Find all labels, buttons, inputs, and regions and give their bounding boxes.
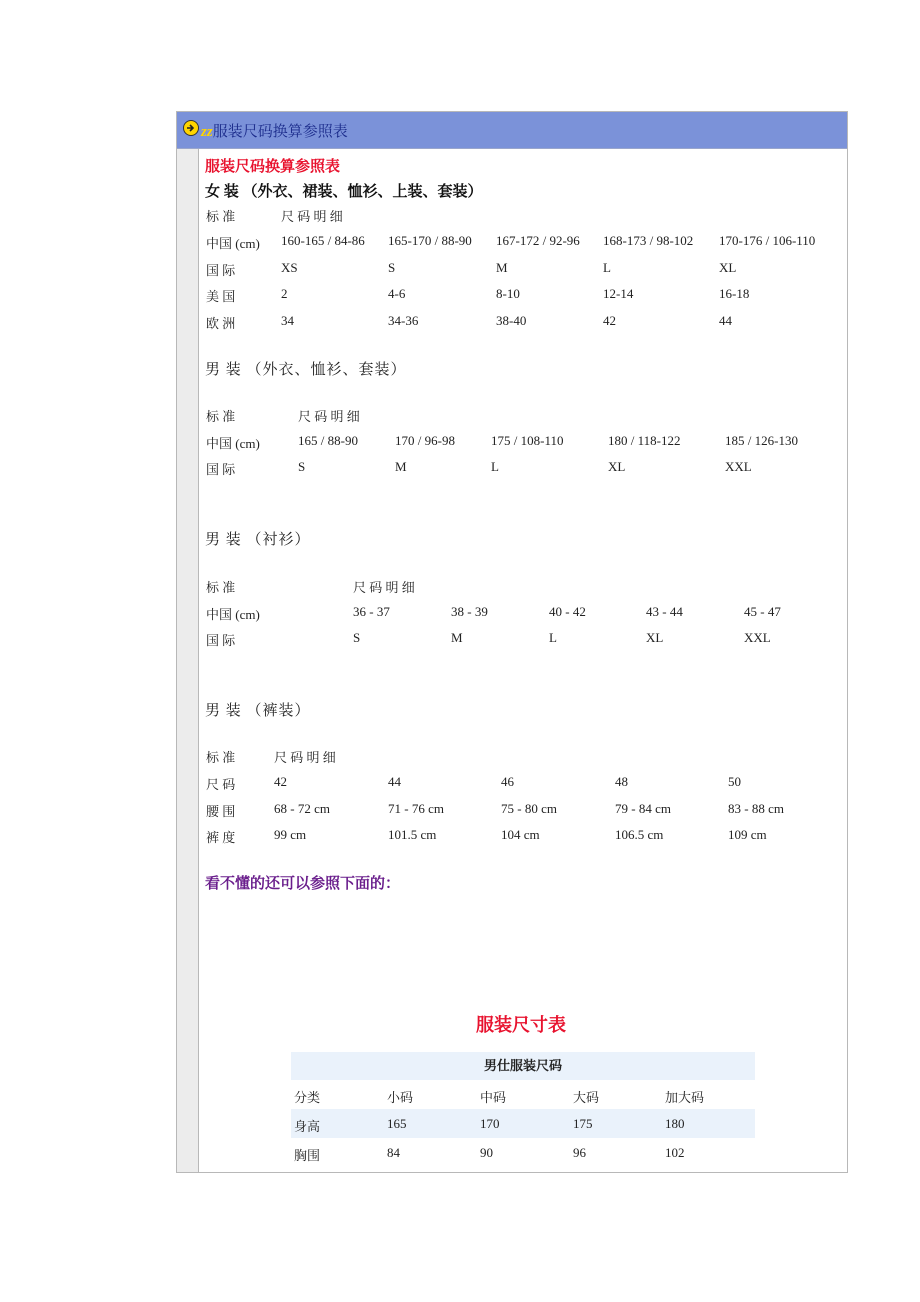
men-shirt-section-title: 男 装 （衬衫） bbox=[205, 532, 311, 548]
table-cell: 68 - 72 cm bbox=[274, 801, 330, 816]
men-size-chart bbox=[291, 1052, 755, 1167]
table-row bbox=[291, 1138, 755, 1167]
table-cell: 中国 (cm) bbox=[206, 236, 260, 251]
table-cell: 170 / 96-98 bbox=[395, 433, 455, 448]
table-cell: 38 - 39 bbox=[451, 604, 488, 619]
table-cell: 168-173 / 98-102 bbox=[603, 233, 694, 248]
table-cell: XS bbox=[281, 260, 298, 275]
table-cell: 48 bbox=[615, 774, 628, 789]
table-cell: 101.5 cm bbox=[388, 827, 437, 842]
table-cell: S bbox=[388, 260, 396, 275]
title-text: 服装尺码换算参照表 bbox=[212, 124, 348, 140]
table-cell: 腰 围 bbox=[206, 804, 236, 819]
table-cell: 国 际 bbox=[206, 633, 236, 648]
table-cell: 中国 (cm) bbox=[206, 436, 260, 451]
table-cell: 4-6 bbox=[388, 286, 406, 301]
table-cell: 165 bbox=[387, 1116, 407, 1131]
table-cell: S bbox=[353, 630, 361, 645]
table-cell: 胸围 bbox=[294, 1148, 321, 1163]
table-cell: 175 bbox=[573, 1116, 593, 1131]
men-pants-section-title: 男 装 （裤装） bbox=[205, 703, 311, 719]
table-cell: XL bbox=[608, 459, 626, 474]
table-header-cell: 尺 码 明 细 bbox=[298, 409, 360, 424]
table-cell: 36 - 37 bbox=[353, 604, 390, 619]
table-cell: 167-172 / 92-96 bbox=[496, 233, 580, 248]
table-header-cell: 标 准 bbox=[206, 209, 236, 224]
table-cell: 165 / 88-90 bbox=[298, 433, 358, 448]
table-cell: XXL bbox=[744, 630, 771, 645]
table-cell: 加大码 bbox=[665, 1090, 705, 1105]
table-cell: 170 bbox=[480, 1116, 500, 1131]
table-cell: 小码 bbox=[387, 1090, 414, 1105]
table-cell: 38-40 bbox=[496, 313, 527, 328]
women-section-title: 女 装 （外衣、裙装、恤衫、上装、套装） bbox=[205, 184, 483, 200]
table-cell: 42 bbox=[603, 313, 616, 328]
table-cell: 96 bbox=[573, 1145, 586, 1160]
table-header-cell: 标 准 bbox=[206, 750, 236, 765]
table-cell: 104 cm bbox=[501, 827, 540, 842]
size-chart-caption: 男仕服装尺码 bbox=[291, 1052, 755, 1080]
table-cell: M bbox=[496, 260, 508, 275]
table-cell: L bbox=[491, 459, 499, 474]
table-cell: 170-176 / 106-110 bbox=[719, 233, 816, 248]
table-cell: 71 - 76 cm bbox=[388, 801, 444, 816]
table-cell: 185 / 126-130 bbox=[725, 433, 798, 448]
table-cell: 2 bbox=[281, 286, 288, 301]
table-cell: 175 / 108-110 bbox=[491, 433, 564, 448]
title-prefix: zz bbox=[201, 124, 213, 140]
men-outer-section-title: 男 装 （外衣、恤衫、套装） bbox=[205, 362, 407, 378]
table-cell: 12-14 bbox=[603, 286, 634, 301]
table-cell: 83 - 88 cm bbox=[728, 801, 784, 816]
table-cell: 44 bbox=[719, 313, 732, 328]
article-title bbox=[201, 120, 348, 141]
table-cell: 79 - 84 cm bbox=[615, 801, 671, 816]
left-gutter bbox=[177, 149, 199, 1172]
table-cell: 165-170 / 88-90 bbox=[388, 233, 472, 248]
main-title: 服装尺码换算参照表 bbox=[205, 159, 341, 175]
table-cell: 43 - 44 bbox=[646, 604, 683, 619]
table-cell: 45 - 47 bbox=[744, 604, 781, 619]
table-cell: 8-10 bbox=[496, 286, 520, 301]
table-cell: 裤 度 bbox=[206, 830, 236, 845]
table-header-cell: 尺 码 明 细 bbox=[353, 580, 415, 595]
table-cell: L bbox=[603, 260, 611, 275]
table-cell: 102 bbox=[665, 1145, 685, 1160]
table-cell: 欧 洲 bbox=[206, 316, 236, 331]
table-cell: S bbox=[298, 459, 306, 474]
table-cell: M bbox=[451, 630, 463, 645]
table-cell: 106.5 cm bbox=[615, 827, 664, 842]
table-cell: 国 际 bbox=[206, 263, 236, 278]
table-cell: 180 / 118-122 bbox=[608, 433, 681, 448]
table-cell: 160-165 / 84-86 bbox=[281, 233, 365, 248]
table-cell: 90 bbox=[480, 1145, 493, 1160]
table-cell: 84 bbox=[387, 1145, 400, 1160]
table-cell: 国 际 bbox=[206, 462, 236, 477]
size-table-title: 服装尺寸表 bbox=[476, 1015, 566, 1035]
table-cell: 16-18 bbox=[719, 286, 750, 301]
table-cell: 中国 (cm) bbox=[206, 607, 260, 622]
table-cell: 大码 bbox=[573, 1090, 600, 1105]
table-header-cell: 尺 码 明 细 bbox=[274, 750, 336, 765]
table-cell: 34 bbox=[281, 313, 294, 328]
table-cell: 99 cm bbox=[274, 827, 307, 842]
table-cell: 分类 bbox=[294, 1090, 321, 1105]
table-header-cell: 标 准 bbox=[206, 580, 236, 595]
article-header bbox=[177, 112, 847, 149]
table-row bbox=[291, 1080, 755, 1109]
table-cell: XL bbox=[646, 630, 664, 645]
table-cell: 中码 bbox=[480, 1090, 507, 1105]
table-cell: 180 bbox=[665, 1116, 685, 1131]
table-header-cell: 标 准 bbox=[206, 409, 236, 424]
table-cell: 42 bbox=[274, 774, 287, 789]
arrow-right-icon bbox=[183, 120, 199, 136]
table-cell: M bbox=[395, 459, 407, 474]
table-cell: 美 国 bbox=[206, 289, 236, 304]
note-text: 看不懂的还可以参照下面的： bbox=[205, 876, 401, 892]
table-cell: XXL bbox=[725, 459, 752, 474]
table-row bbox=[291, 1109, 755, 1138]
table-cell: XL bbox=[719, 260, 737, 275]
table-cell: 身高 bbox=[294, 1119, 321, 1134]
table-cell: 46 bbox=[501, 774, 514, 789]
table-cell: 50 bbox=[728, 774, 741, 789]
table-cell: 尺 码 bbox=[206, 777, 236, 792]
table-cell: 40 - 42 bbox=[549, 604, 586, 619]
table-header-cell: 尺 码 明 细 bbox=[281, 209, 343, 224]
table-cell: 109 cm bbox=[728, 827, 767, 842]
table-cell: 75 - 80 cm bbox=[501, 801, 557, 816]
table-cell: 44 bbox=[388, 774, 401, 789]
table-cell: L bbox=[549, 630, 557, 645]
table-cell: 34-36 bbox=[388, 313, 419, 328]
